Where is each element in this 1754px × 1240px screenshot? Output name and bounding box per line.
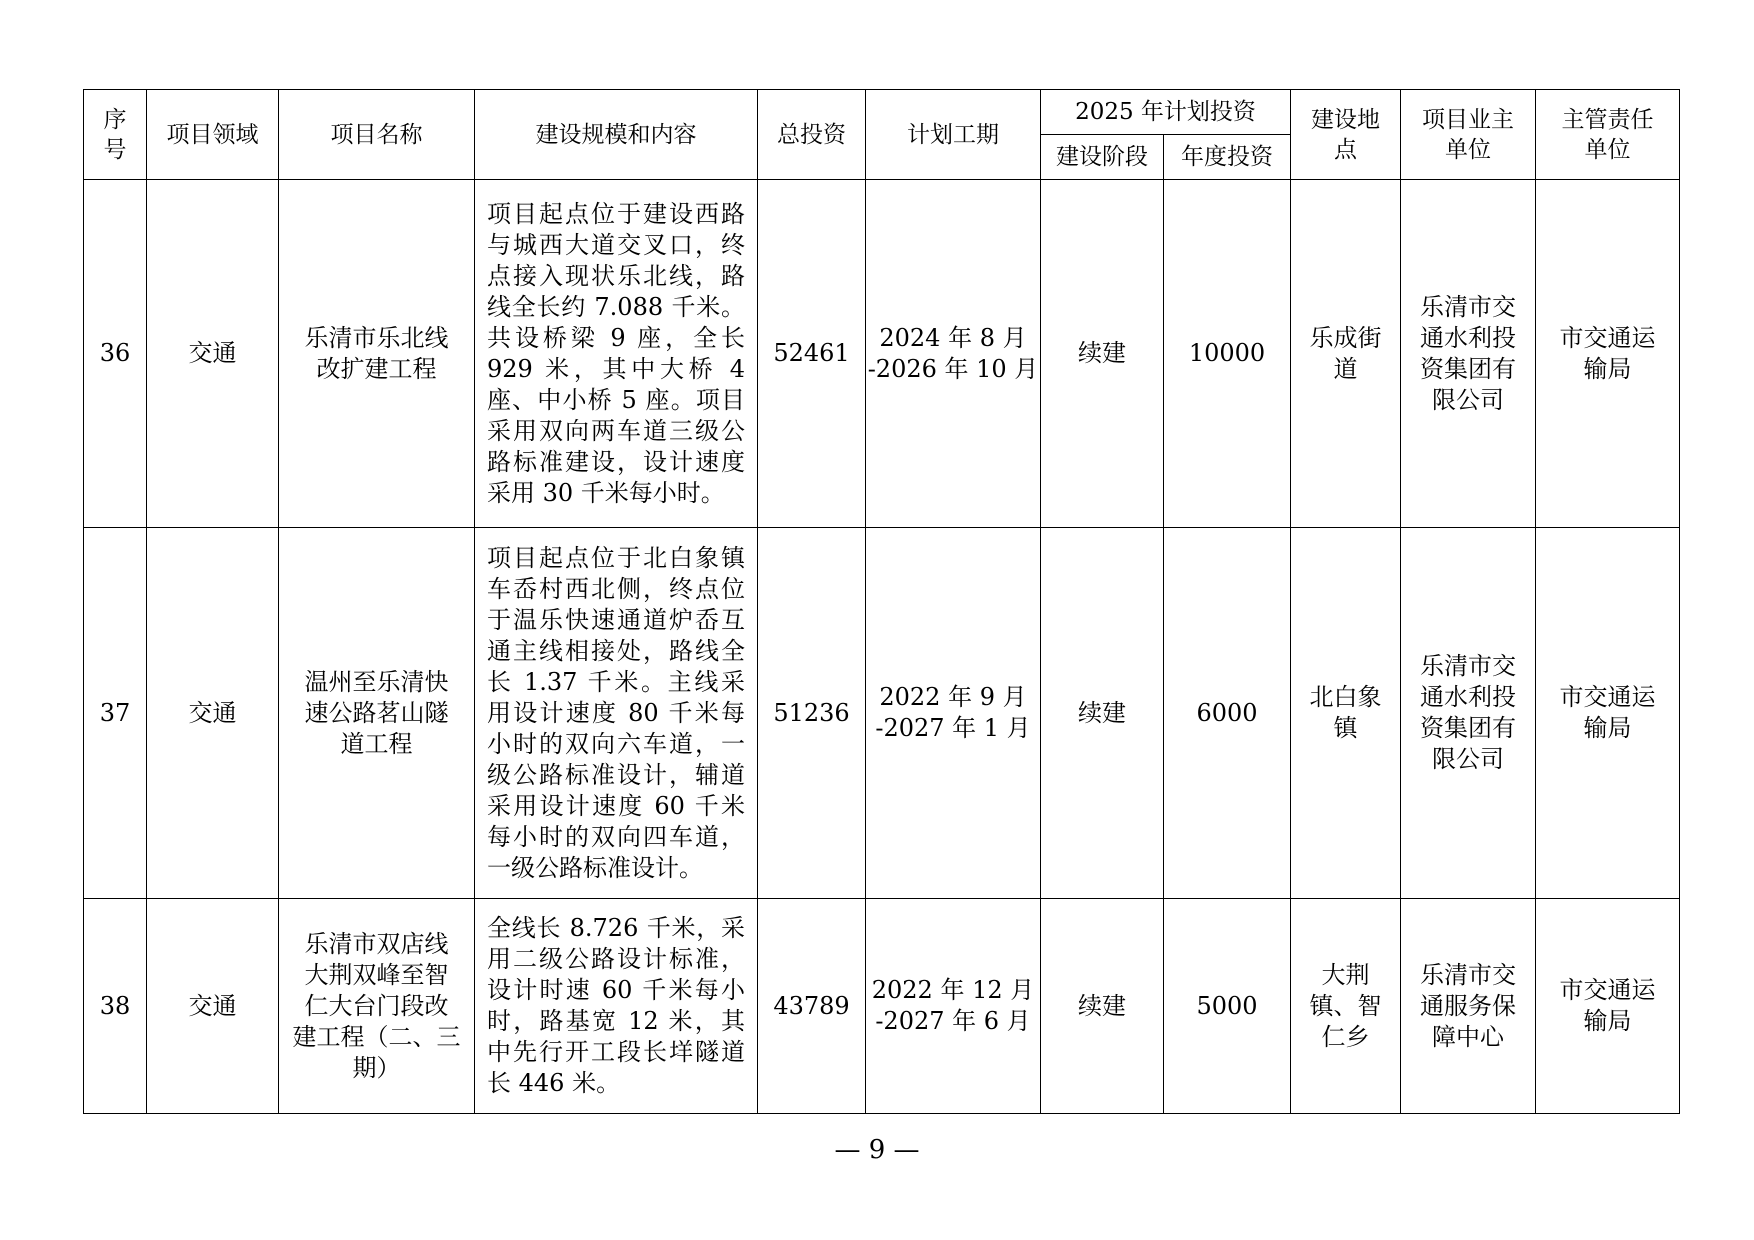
cell-annual-investment: 5000 [1164, 899, 1291, 1114]
cell-name: 乐清市乐北线 改扩建工程 [279, 180, 475, 528]
cell-supervisor: 市交通运 输局 [1536, 528, 1680, 899]
project-table [83, 89, 1680, 1114]
header-seq: 序 号 [84, 90, 147, 180]
table-row [84, 899, 1680, 1114]
header-period: 计划工期 [866, 90, 1041, 180]
cell-total-investment: 51236 [758, 528, 866, 899]
cell-period: 2022 年 9 月 -2027 年 1 月 [866, 528, 1041, 899]
page-number: — 9 — [834, 1135, 920, 1165]
header-field: 项目领域 [147, 90, 279, 180]
header-stage: 建设阶段 [1041, 135, 1164, 180]
cell-annual-investment: 6000 [1164, 528, 1291, 899]
header-row-1 [84, 90, 1680, 135]
header-annual-investment: 年度投资 [1164, 135, 1291, 180]
cell-location: 乐成街 道 [1291, 180, 1401, 528]
header-location: 建设地 点 [1291, 90, 1401, 180]
cell-location: 北白象 镇 [1291, 528, 1401, 899]
cell-supervisor: 市交通运 输局 [1536, 899, 1680, 1114]
header-supervisor: 主管责任 单位 [1536, 90, 1680, 180]
cell-supervisor: 市交通运 输局 [1536, 180, 1680, 528]
cell-period: 2024 年 8 月 -2026 年 10 月 [866, 180, 1041, 528]
header-owner: 项目业主 单位 [1401, 90, 1536, 180]
cell-field: 交通 [147, 899, 279, 1114]
cell-period: 2022 年 12 月 -2027 年 6 月 [866, 899, 1041, 1114]
cell-field: 交通 [147, 180, 279, 528]
cell-seq: 36 [84, 180, 147, 528]
header-content: 建设规模和内容 [475, 90, 758, 180]
cell-stage: 续建 [1041, 180, 1164, 528]
cell-content: 项目起点位于建设西路与城西大道交叉口，终点接入现状乐北线，路线全长约 7.088 千米。共设桥梁 9 座，全长 929 米，其中大桥 4 座、中小桥 5 座。项目采用双向两车道三级公路标准建设，设计速度采用 30 千米每小时。 [475, 180, 758, 528]
cell-name: 温州至乐清快 速公路茗山隧 道工程 [279, 528, 475, 899]
cell-total-investment: 43789 [758, 899, 866, 1114]
cell-stage: 续建 [1041, 899, 1164, 1114]
header-total-investment: 总投资 [758, 90, 866, 180]
cell-content: 项目起点位于北白象镇车岙村西北侧，终点位于温乐快速通道炉岙互通主线相接处，路线全长 1.37 千米。主线采用设计速度 80 千米每小时的双向六车道，一级公路标准设计，辅道采用设计速度 60 千米每小时的双向四车道，一级公路标准设计。 [475, 528, 758, 899]
cell-field: 交通 [147, 528, 279, 899]
table-row [84, 180, 1680, 528]
cell-location: 大荆 镇、智 仁乡 [1291, 899, 1401, 1114]
cell-seq: 37 [84, 528, 147, 899]
cell-total-investment: 52461 [758, 180, 866, 528]
cell-stage: 续建 [1041, 528, 1164, 899]
cell-owner: 乐清市交 通服务保 障中心 [1401, 899, 1536, 1114]
header-name: 项目名称 [279, 90, 475, 180]
cell-name: 乐清市双店线 大荆双峰至智 仁大台门段改 建工程（二、三 期） [279, 899, 475, 1114]
cell-seq: 38 [84, 899, 147, 1114]
header-plan-2025: 2025 年计划投资 [1041, 90, 1291, 135]
cell-content: 全线长 8.726 千米，采用二级公路设计标准，设计时速 60 千米每小时，路基宽 12 米，其中先行开工段长垟隧道长 446 米。 [475, 899, 758, 1114]
table-row [84, 528, 1680, 899]
cell-owner: 乐清市交 通水利投 资集团有 限公司 [1401, 528, 1536, 899]
cell-owner: 乐清市交 通水利投 资集团有 限公司 [1401, 180, 1536, 528]
cell-annual-investment: 10000 [1164, 180, 1291, 528]
